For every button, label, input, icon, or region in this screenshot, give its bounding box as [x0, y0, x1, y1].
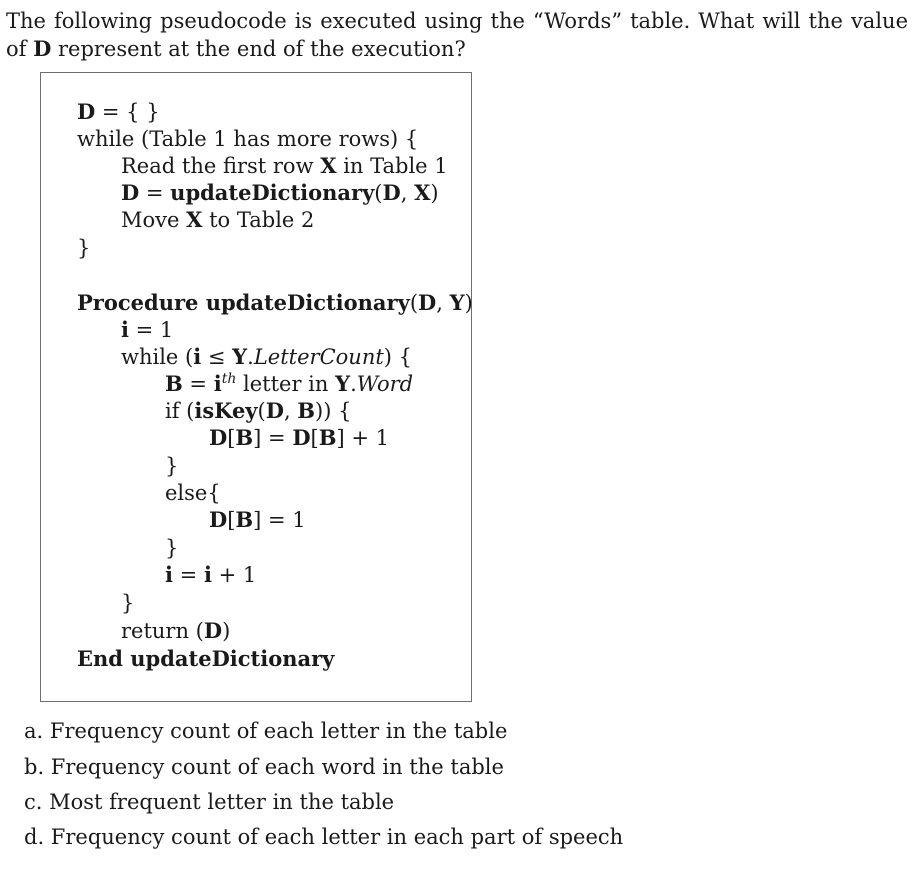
code-line-12: D[B] = D[B] + 1	[209, 425, 389, 450]
code-line-11: if (isKey(D, B)) {	[165, 398, 352, 423]
pseudocode-box	[40, 72, 472, 702]
option-c[interactable]: c. Most frequent letter in the table	[24, 790, 395, 814]
option-a[interactable]: a. Frequency count of each letter in the table	[24, 719, 508, 743]
code-line-9: while (i ≤ Y.LetterCount) {	[121, 344, 413, 369]
code-line-4: D = updateDictionary(D, X)	[121, 180, 439, 205]
code-line-1: D = { }	[77, 99, 160, 124]
option-b[interactable]: b. Frequency count of each word in the table	[24, 755, 504, 779]
code-line-14: else{	[165, 481, 221, 505]
code-line-18: }	[121, 591, 135, 615]
code-line-17: i = i + 1	[165, 562, 257, 587]
code-line-16: }	[165, 536, 179, 560]
code-line-3: Read the first row X in Table 1	[121, 153, 448, 178]
code-line-15: D[B] = 1	[209, 507, 306, 532]
code-line-7: Procedure updateDictionary(D, Y)	[77, 290, 473, 315]
code-line-8: i = 1	[121, 317, 174, 342]
code-line-13: }	[165, 454, 179, 478]
code-line-2: while (Table 1 has more rows) {	[77, 127, 419, 151]
code-line-5: Move X to Table 2	[121, 207, 315, 232]
question-text: The following pseudocode is executed using the “Words” table. What will the value of D represent at the end of the execution?	[6, 9, 908, 61]
code-line-6: }	[77, 236, 91, 260]
code-line-20: End updateDictionary	[77, 646, 335, 671]
option-d[interactable]: d. Frequency count of each letter in each part of speech	[24, 825, 624, 849]
code-line-19: return (D)	[121, 618, 231, 643]
code-line-10: $B = i^{th}$ letter in Y.Word	[165, 371, 414, 396]
